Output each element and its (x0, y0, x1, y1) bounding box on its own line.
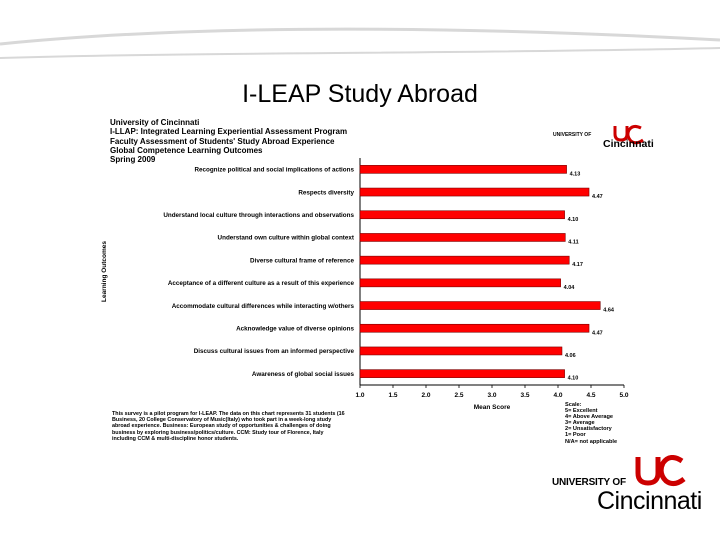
data-label: 4.17 (572, 262, 583, 269)
scale-item: 2= Unsatisfactory (565, 426, 612, 433)
bar (360, 165, 567, 173)
x-tick-label: 1.0 (355, 392, 365, 399)
x-tick-label: 3.5 (520, 392, 530, 399)
data-label: 4.10 (567, 375, 579, 382)
survey-footnote: This survey is a pilot program for I-LEAP. The data on this chart represents 31 students (16 Business, 20 College Conservatory of Music(Italy) who took part in a week-long study abroad experience. Business: European study of opportunities & challenges of doing business by exploring business/politics/culture. CCM: Study tour of Florence, Italy including CCM & multi-discipline honor students. (112, 411, 345, 442)
slide-title: I-LEAP Study Abroad (242, 80, 478, 108)
scale-item: 1= Poor (565, 432, 586, 439)
scale-item: 3= Average (565, 420, 595, 427)
scale-title: Scale: (565, 402, 582, 408)
x-tick-label: 3.0 (487, 392, 497, 399)
logo-university-of: UNIVERSITY OF (552, 477, 626, 488)
data-label: 4.47 (592, 330, 603, 337)
header-line: Global Competence Learning Outcomes (110, 145, 263, 155)
category-label: Understand local culture through interactions and observations (163, 211, 354, 219)
header-line: I-LLAP: Integrated Learning Experiential Assessment Program (110, 127, 348, 137)
data-label: 4.04 (563, 284, 575, 291)
data-label: 4.64 (603, 307, 614, 314)
logo-cincinnati: Cincinnati (597, 487, 702, 515)
scale-item: 4= Above Average (565, 414, 614, 421)
header-line: University of Cincinnati (110, 118, 200, 127)
bar (360, 256, 569, 264)
category-label: Awareness of global social issues (251, 370, 354, 378)
bar (360, 188, 589, 196)
data-label: 4.11 (568, 239, 579, 246)
x-tick-label: 5.0 (619, 392, 629, 399)
x-axis-title: Mean Score (473, 404, 511, 411)
category-label: Respects diversity (298, 189, 354, 197)
x-tick-label: 2.5 (454, 392, 464, 399)
x-tick-label: 4.0 (553, 392, 563, 399)
scale-item: N/A= not applicable (565, 438, 618, 445)
logo-cincinnati: Cincinnati (603, 138, 654, 150)
bar (360, 279, 561, 287)
category-label: Acknowledge value of diverse opinions (236, 325, 354, 333)
category-label: Acceptance of a different culture as a result of this experience (167, 280, 354, 288)
x-tick-label: 1.5 (388, 392, 398, 399)
scale-item: 5= Excellent (565, 408, 598, 415)
bar (360, 233, 565, 241)
data-label: 4.13 (569, 171, 581, 178)
header-line: Spring 2009 (110, 155, 156, 165)
logo-university-of: UNIVERSITY OF (553, 132, 592, 138)
score-scale (565, 402, 617, 445)
bar (360, 211, 565, 219)
data-label: 4.06 (564, 352, 576, 359)
bar (360, 347, 562, 355)
x-tick-label: 2.0 (421, 392, 431, 399)
bar (360, 302, 600, 310)
uc-logo-large (552, 455, 702, 517)
category-label: Discuss cultural issues from an informed perspective (193, 348, 354, 356)
header-line: Faculty Assessment of Students' Study Abroad Experience (110, 136, 335, 146)
x-tick-label: 4.5 (586, 392, 596, 399)
data-label: 4.47 (592, 194, 603, 201)
data-label: 4.10 (567, 216, 579, 223)
bar (360, 370, 565, 378)
category-label: Recognize political and social implications of actions (194, 166, 354, 174)
category-label: Accommodate cultural differences while interacting w/others (171, 302, 354, 310)
category-label: Understand own culture within global context (217, 234, 354, 242)
y-axis-title: Learning Outcomes (101, 240, 108, 303)
bar (360, 324, 589, 332)
category-label: Diverse cultural frame of reference (250, 257, 354, 265)
